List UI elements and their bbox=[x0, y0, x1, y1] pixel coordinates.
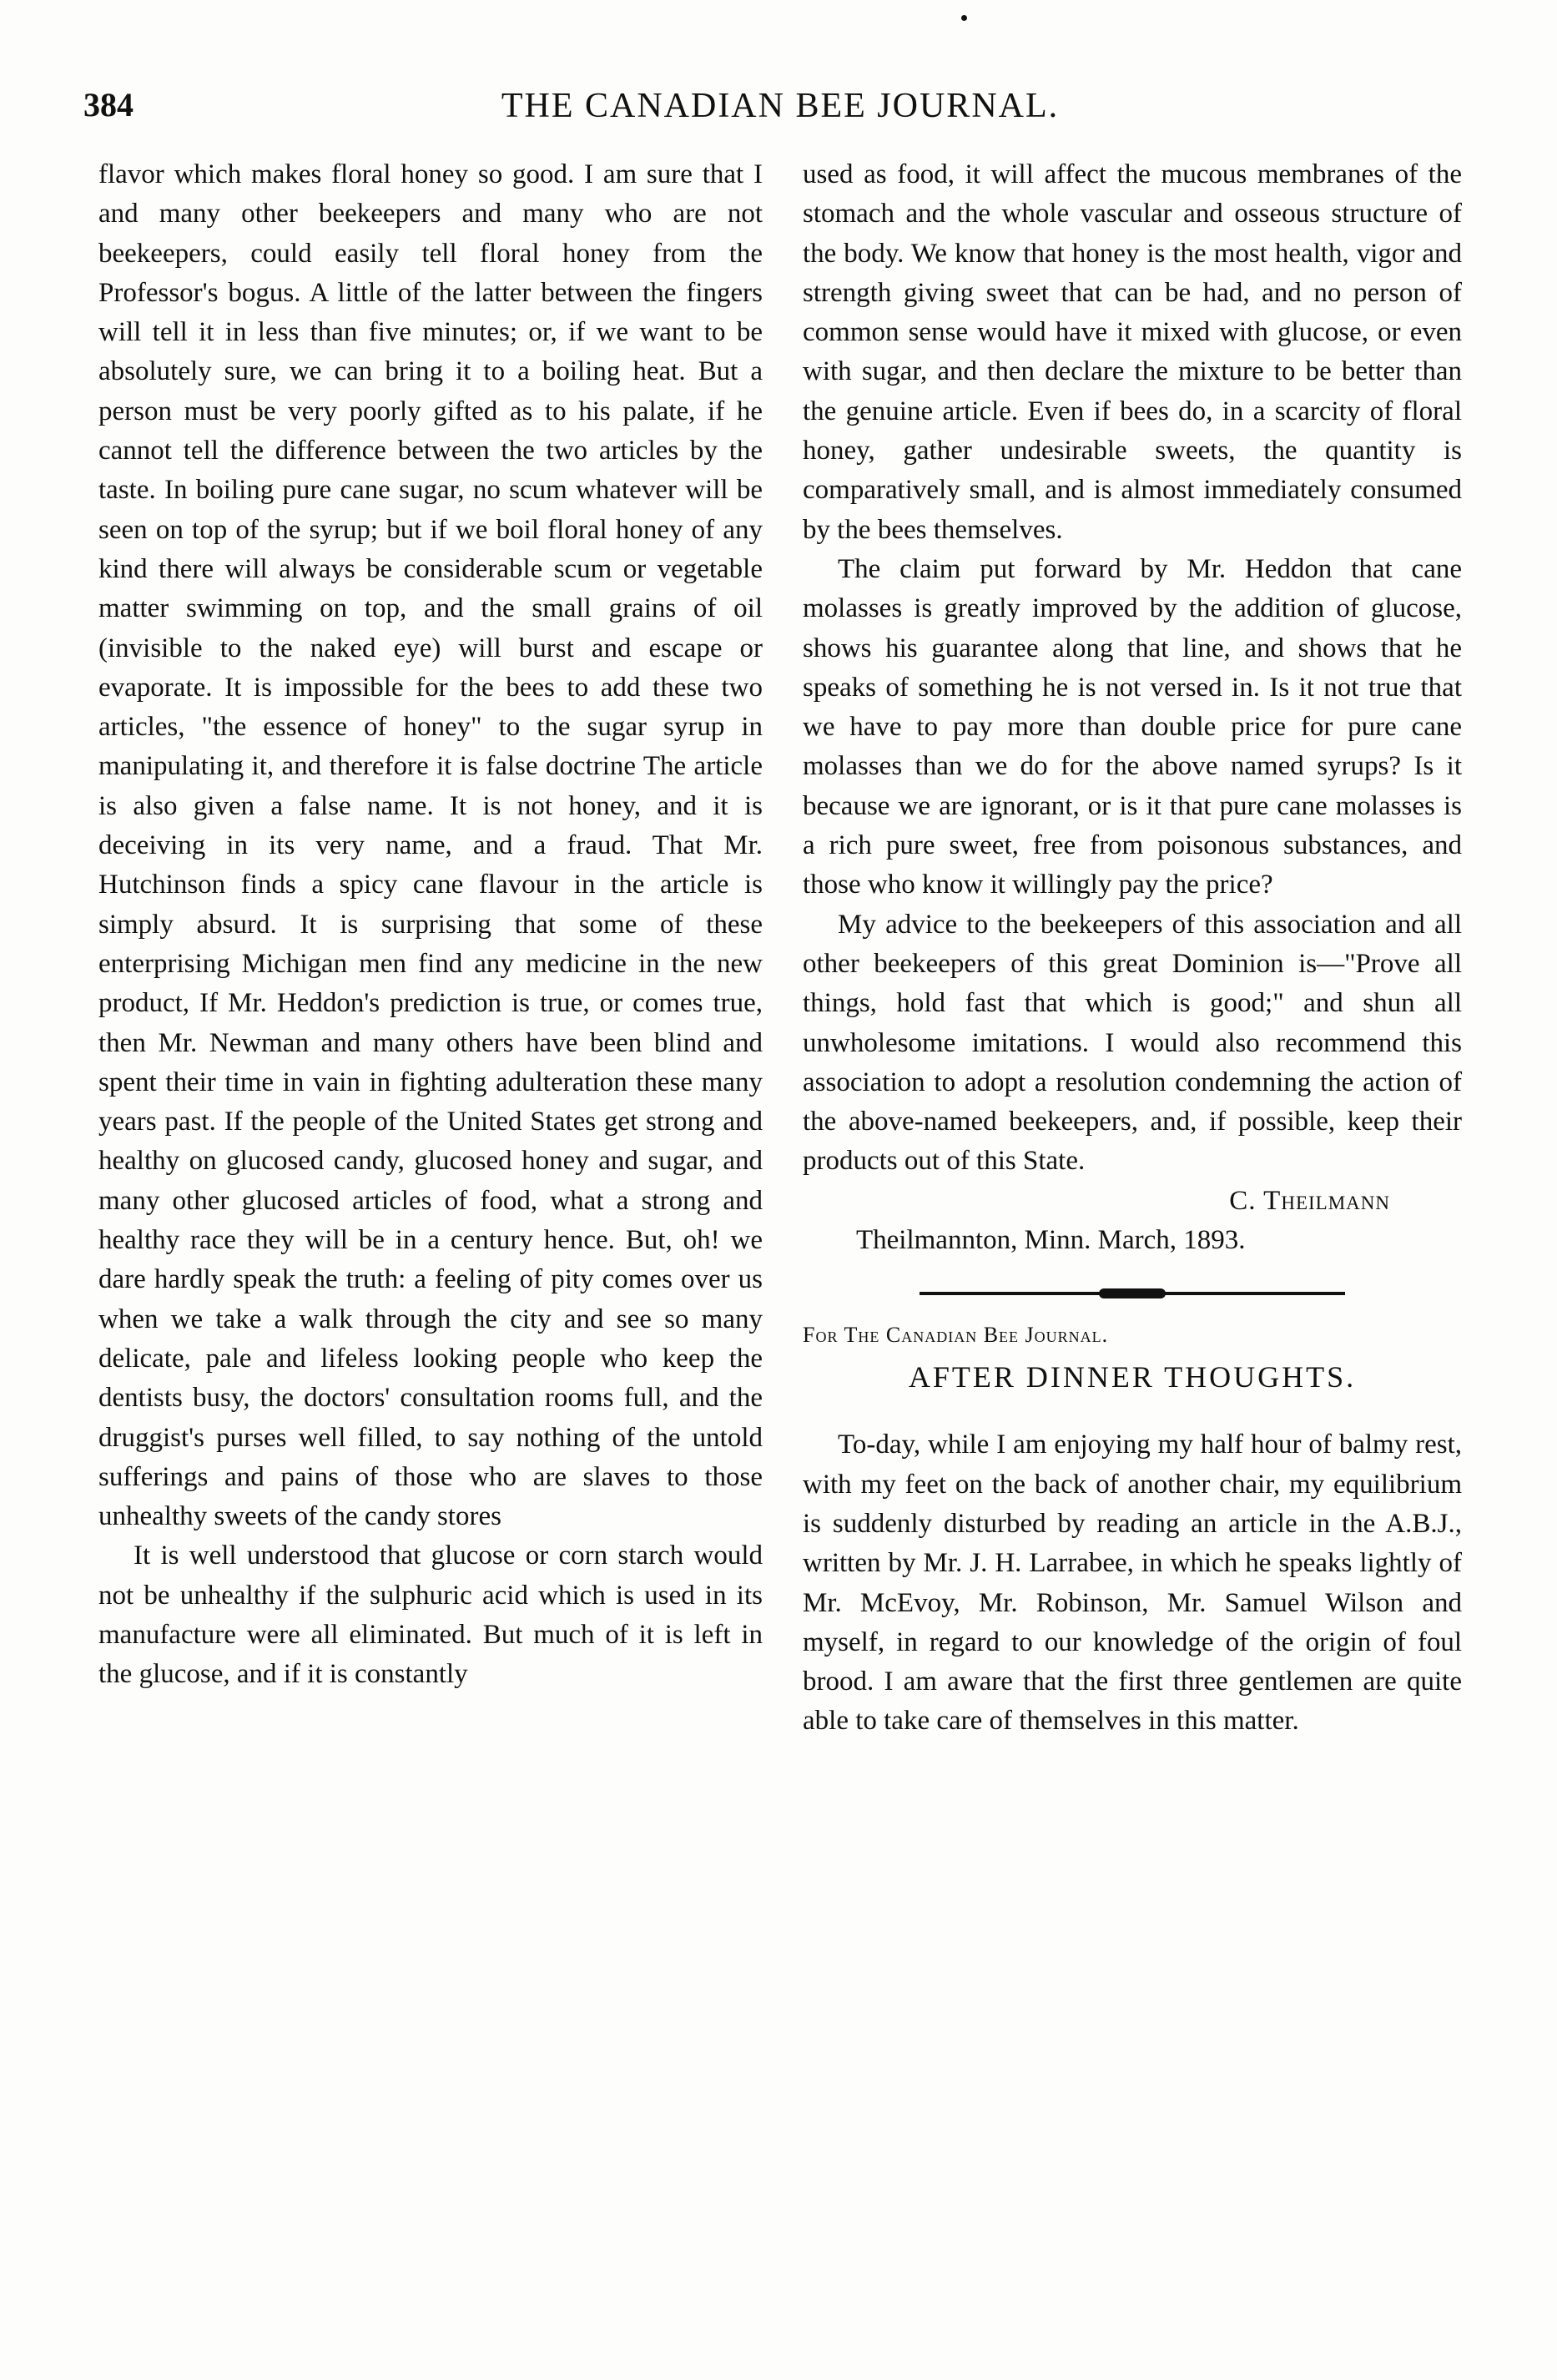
right-paragraph-1: used as food, it will affect the mucous membranes of the stomach and the whole vascular and osseous structure of the body. We know that honey is the most health, vigor and strength giving sweet that can be had, and no person of common sense would have it mixed with glucose, or even with sugar, and then declare the mixture to be better than the genuine article. Even if bees do, in a scarcity of floral honey, gather undesirable sweets, the quantity is comparatively small, and is almost immediately consumed by the bees themselves. bbox=[803, 159, 1462, 545]
right-paragraph-2: The claim put forward by Mr. Heddon that cane molasses is greatly improved by the addition of glucose, shows his guarantee along that line, and shows that he speaks of something he is not versed in. Is it not true that we have to pay more than double price for pure cane molasses than we do for the above named syrups? Is it because we are ignorant, or is it that pure cane molasses is a rich pure sweet, free from poisonous substances, and those who know it willingly pay the price? bbox=[803, 553, 1462, 900]
ink-dot bbox=[961, 15, 967, 21]
signature-name: C. Theilmann bbox=[1229, 1185, 1390, 1216]
article-paragraph-1: To-day, while I am enjoying my half hour of balmy rest, with my feet on the back of another chair, my equilibrium is suddenly disturbed by reading an article in the A.B.J., written by Mr. J. H. Larrabee, in which he speaks lightly of Mr. McEvoy, Mr. Robinson, Mr. Samuel Wilson and myself, in regard to our knowledge of the origin of foul brood. I am aware that the first three gentlemen are quite able to take care of themselves in this matter. bbox=[803, 1430, 1462, 1737]
article-title: AFTER DINNER THOUGHTS. bbox=[908, 1360, 1357, 1394]
right-paragraph-3: My advice to the beekeepers of this association and all other beekeepers of this great Dominion is—"Prove all things, hold fast that which is good;" and shun all unwholesome imitations. I would also recommend this association to adopt a resolution condemning the action of the above-named beekeepers, and, if possible, keep their products out of this State. bbox=[803, 909, 1462, 1177]
left-paragraph-2: It is well understood that glucose or corn starch would not be unhealthy if the sulphuric acid which is used in its manufacture were all eliminated. But much of it is left in the glucose, and if it is constantly bbox=[98, 1540, 763, 1690]
left-paragraph-1: flavor which makes floral honey so good. I am sure that I and many other beekeepers and many who are not beekeepers, could easily tell floral honey from the Professor's bogus. A little of the latter between the fingers will tell it in less than five minutes; or, if we want to be absolutely sure, we can bring it to a boiling heat. But a person must be very poorly gifted as to his palate, if he cannot tell the difference between the two articles by the taste. In boiling pure cane sugar, no scum whatever will be seen on top of the syrup; but if we boil floral honey of any kind there will always be considerable scum or vegetable matter swimming on top, and the small grains of oil (invisible to the naked eye) will burst and escape or evaporate. It is impossible for the bees to add these two articles, "the essence of honey" to the sugar syrup in manipulating it, and therefore it is false doctrine The article is also given a false name. It is not honey, and it is deceiving in its very name, and a fraud. That Mr. Hutchinson finds a spicy cane flavour in the article is simply absurd. It is surprising that some of these enterprising Michigan men find any medicine in the new product, If Mr. Heddon's prediction is true, or comes true, then Mr. Newman and many others have been blind and spent their time in vain in fighting adulteration these many years past. If the people of the United States get strong and healthy on glucosed candy, glucosed honey and sugar, and many other glucosed articles of food, what a strong and healthy race they will be in a century hence. But, oh! we dare hardly speak the truth: a feeling of pity comes over us when we take a walk through the city and see so many delicate, pale and lifeless looking people who keep the dentists busy, the doctors' consultation rooms full, and the druggist's purses well filled, to say nothing of the untold sufferings and pains of those who are slaves to those unhealthy sweets of the candy stores bbox=[98, 159, 763, 1532]
right-column bbox=[803, 155, 1462, 1742]
for-journal-line: For The Canadian Bee Journal. bbox=[803, 1323, 1109, 1348]
section-divider bbox=[920, 1292, 1345, 1295]
page-number: 384 bbox=[83, 86, 134, 124]
page-header bbox=[83, 83, 1477, 134]
signature-place: Theilmannton, Minn. March, 1893. bbox=[856, 1225, 1246, 1256]
left-column bbox=[98, 155, 763, 1695]
journal-title: THE CANADIAN BEE JOURNAL. bbox=[501, 87, 1060, 125]
